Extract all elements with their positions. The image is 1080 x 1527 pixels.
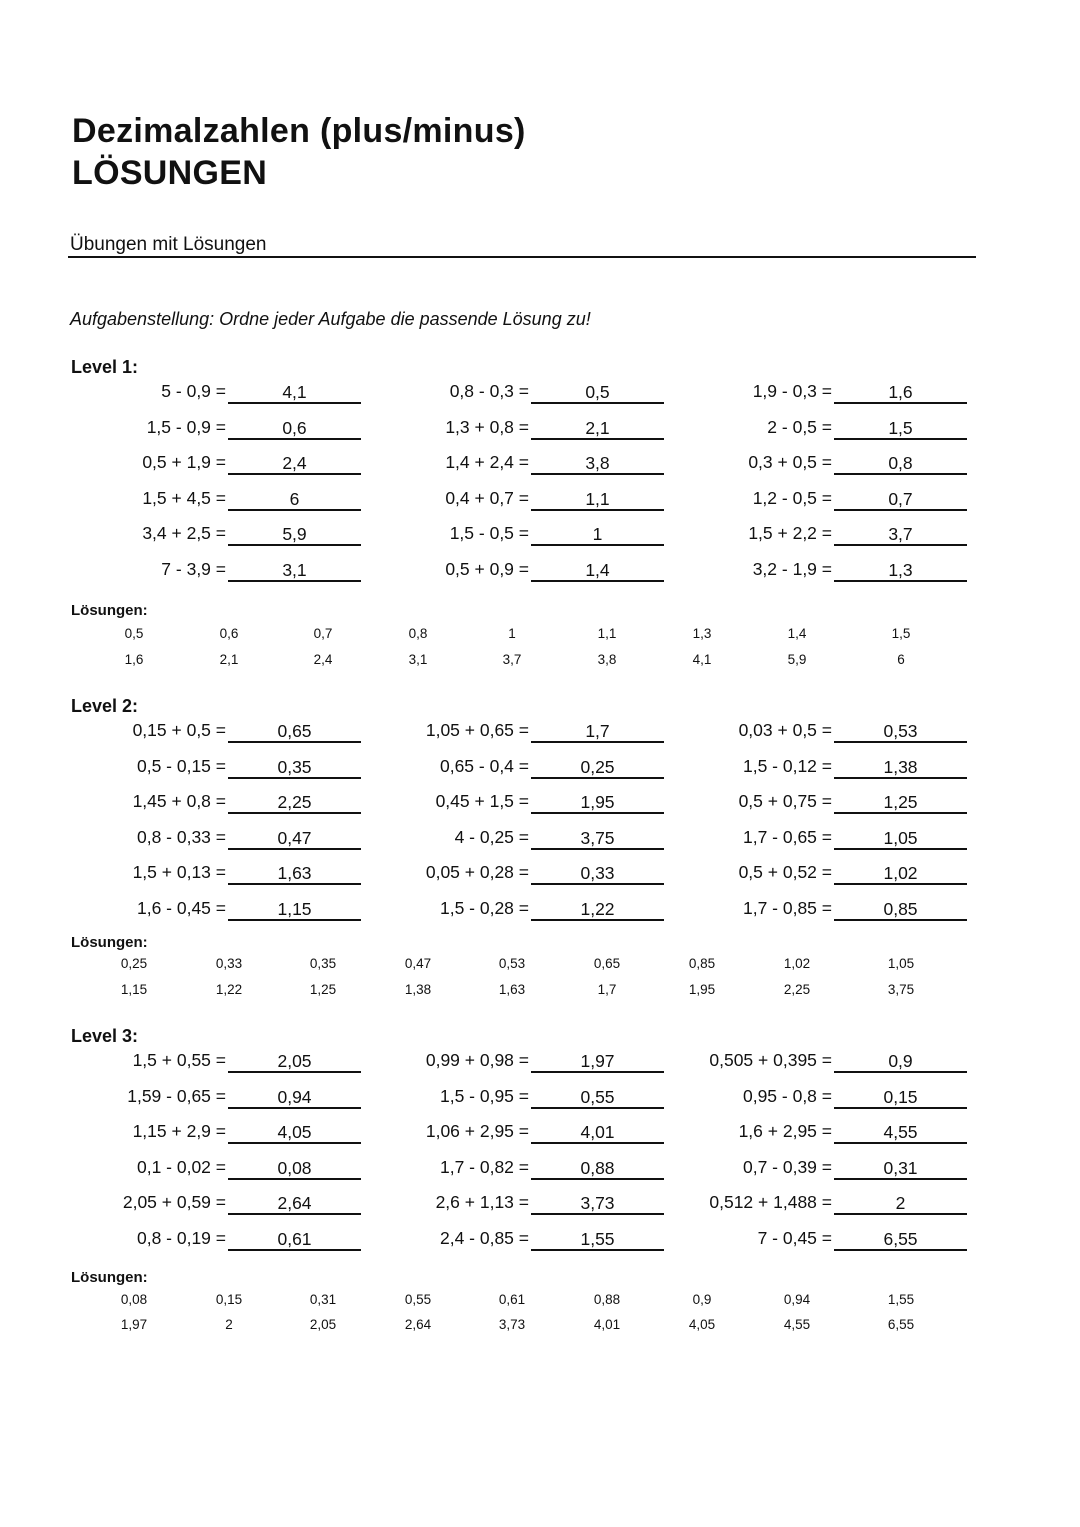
solution-value: 0,61: [498, 1292, 526, 1307]
solution-value: 1,25: [309, 982, 337, 997]
answer-line: [531, 1249, 664, 1251]
exercise-answer: 0,08: [277, 1158, 312, 1178]
exercise-expression: 2,4 - 0,85 =: [439, 1228, 529, 1248]
exercise-row: [439, 1152, 664, 1180]
solution-value: 2,1: [219, 652, 239, 667]
solution-value: 0,25: [120, 956, 148, 971]
exercise-expression: 0,8 - 0,33 =: [136, 827, 226, 847]
exercise-answer: 6,55: [883, 1229, 918, 1249]
solution-value: 2,25: [783, 982, 811, 997]
solution-value: 0,9: [692, 1292, 712, 1307]
exercise-row: [752, 376, 967, 404]
solution-value: 1,05: [887, 956, 915, 971]
exercise-answer: 4,55: [883, 1122, 918, 1142]
answer-line: [834, 919, 967, 921]
answer-line: [531, 580, 664, 582]
answer-line: [228, 883, 361, 885]
exercise-row: [742, 751, 967, 779]
exercise-expression: 2 - 0,5 =: [767, 417, 832, 437]
exercise-answer: 1,63: [277, 863, 312, 883]
exercise-expression: 1,06 + 2,95 =: [425, 1121, 529, 1141]
solution-value: 0,35: [309, 956, 337, 971]
exercise-answer: 0,5: [585, 382, 610, 402]
solution-value: 0,5: [124, 626, 144, 641]
solution-value: 1,97: [120, 1317, 148, 1332]
exercise-expression: 0,5 + 0,9 =: [445, 559, 529, 579]
solution-value: 1,63: [498, 982, 526, 997]
answer-line: [228, 1249, 361, 1251]
exercise-expression: 0,65 - 0,4 =: [439, 756, 529, 776]
exercise-answer: 0,7: [888, 489, 913, 509]
exercise-expression: 1,7 - 0,65 =: [742, 827, 832, 847]
exercise-expression: 0,5 + 0,75 =: [738, 791, 832, 811]
exercise-row: [742, 1081, 967, 1109]
exercise-row: [454, 822, 664, 850]
answer-line: [834, 1142, 967, 1144]
solution-value: 0,53: [498, 956, 526, 971]
answer-line: [228, 509, 361, 511]
answer-line: [531, 1178, 664, 1180]
solutions-label: Lösungen:: [71, 602, 148, 619]
solution-value: 0,8: [408, 626, 428, 641]
solution-value: 4,1: [692, 652, 712, 667]
exercise-row: [449, 376, 664, 404]
solution-value: 1,6: [124, 652, 144, 667]
solution-value: 6: [897, 652, 905, 667]
answer-line: [531, 1071, 664, 1073]
answer-line: [531, 544, 664, 546]
exercise-expression: 0,512 + 1,488 =: [709, 1192, 832, 1212]
solution-value: 0,55: [404, 1292, 432, 1307]
exercise-answer: 1,55: [580, 1229, 615, 1249]
exercise-answer: 1,4: [585, 560, 610, 580]
exercise-answer: 0,35: [277, 757, 312, 777]
exercise-row: [425, 857, 664, 885]
exercise-row: [161, 376, 361, 404]
solution-value: 1,7: [597, 982, 617, 997]
answer-line: [834, 848, 967, 850]
section-subtitle: Übungen mit Lösungen: [70, 234, 267, 255]
answer-line: [228, 1142, 361, 1144]
exercise-expression: 1,5 + 0,55 =: [132, 1050, 226, 1070]
exercise-row: [742, 1152, 967, 1180]
answer-line: [531, 812, 664, 814]
exercise-row: [748, 518, 967, 546]
answer-line: [834, 1213, 967, 1215]
exercise-expression: 0,7 - 0,39 =: [742, 1157, 832, 1177]
answer-line: [228, 777, 361, 779]
answer-line: [531, 509, 664, 511]
exercise-expression: 1,3 + 0,8 =: [445, 417, 529, 437]
exercise-answer: 1,38: [883, 757, 918, 777]
exercise-answer: 0,94: [277, 1087, 312, 1107]
solution-value: 0,85: [688, 956, 716, 971]
exercise-expression: 1,7 - 0,82 =: [439, 1157, 529, 1177]
exercise-expression: 1,5 + 2,2 =: [748, 523, 832, 543]
answer-line: [531, 883, 664, 885]
exercise-answer: 2,64: [277, 1193, 312, 1213]
exercise-answer: 1,05: [883, 828, 918, 848]
answer-line: [531, 848, 664, 850]
exercise-expression: 0,15 + 0,5 =: [132, 720, 226, 740]
exercise-expression: 1,9 - 0,3 =: [752, 381, 832, 401]
exercise-answer: 0,65: [277, 721, 312, 741]
exercise-expression: 1,5 - 0,12 =: [742, 756, 832, 776]
answer-line: [228, 544, 361, 546]
exercise-answer: 4,05: [277, 1122, 312, 1142]
exercise-row: [767, 412, 967, 440]
exercise-row: [425, 1045, 664, 1073]
exercise-answer: 2,4: [282, 453, 307, 473]
answer-line: [834, 544, 967, 546]
exercise-expression: 1,5 + 0,13 =: [132, 862, 226, 882]
exercise-row: [445, 447, 664, 475]
exercise-answer: 1,7: [585, 721, 610, 741]
exercise-expression: 1,5 - 0,95 =: [439, 1086, 529, 1106]
answer-line: [531, 1213, 664, 1215]
solution-value: 4,01: [593, 1317, 621, 1332]
solution-value: 0,94: [783, 1292, 811, 1307]
answer-line: [834, 580, 967, 582]
answer-line: [228, 580, 361, 582]
level-title: Level 2:: [71, 696, 139, 716]
solution-value: 0,47: [404, 956, 432, 971]
exercise-answer: 1,95: [580, 792, 615, 812]
exercise-answer: 0,8: [888, 453, 913, 473]
exercise-answer: 1,02: [883, 863, 918, 883]
exercise-row: [132, 1116, 361, 1144]
exercise-row: [435, 786, 664, 814]
exercise-row: [439, 1223, 664, 1251]
exercise-expression: 0,05 + 0,28 =: [425, 862, 529, 882]
exercise-row: [752, 554, 967, 582]
solution-value: 1,1: [597, 626, 617, 641]
solution-value: 1,95: [688, 982, 716, 997]
exercise-expression: 1,5 - 0,9 =: [146, 417, 226, 437]
exercise-expression: 1,59 - 0,65 =: [127, 1086, 226, 1106]
solution-value: 4,05: [688, 1317, 716, 1332]
exercise-row: [742, 893, 967, 921]
exercise-expression: 1,15 + 2,9 =: [132, 1121, 226, 1141]
exercise-answer: 0,55: [580, 1087, 615, 1107]
exercise-expression: 7 - 3,9 =: [161, 559, 226, 579]
solution-value: 5,9: [787, 652, 807, 667]
answer-line: [834, 509, 967, 511]
exercise-row: [445, 554, 664, 582]
exercise-answer: 0,85: [883, 899, 918, 919]
solution-value: 0,15: [215, 1292, 243, 1307]
exercise-expression: 0,8 - 0,19 =: [136, 1228, 226, 1248]
exercise-row: [742, 822, 967, 850]
solution-value: 2: [225, 1317, 233, 1332]
solution-value: 1,22: [215, 982, 243, 997]
exercise-row: [439, 1081, 664, 1109]
exercise-row: [425, 1116, 664, 1144]
exercise-row: [122, 1187, 361, 1215]
solution-value: 0,65: [593, 956, 621, 971]
exercise-expression: 0,45 + 1,5 =: [435, 791, 529, 811]
solution-value: 1,55: [887, 1292, 915, 1307]
solution-value: 4,55: [783, 1317, 811, 1332]
exercise-row: [142, 447, 361, 475]
solution-value: 0,08: [120, 1292, 148, 1307]
exercise-expression: 0,03 + 0,5 =: [738, 720, 832, 740]
exercise-expression: 0,8 - 0,3 =: [449, 381, 529, 401]
exercise-row: [127, 1081, 361, 1109]
solution-value: 1,5: [891, 626, 911, 641]
exercise-answer: 2,25: [277, 792, 312, 812]
answer-line: [531, 741, 664, 743]
exercise-row: [709, 1187, 967, 1215]
exercise-answer: 1,15: [277, 899, 312, 919]
solution-value: 3,75: [887, 982, 915, 997]
answer-line: [834, 741, 967, 743]
exercise-expression: 1,2 - 0,5 =: [752, 488, 832, 508]
exercise-answer: 0,47: [277, 828, 312, 848]
answer-line: [834, 473, 967, 475]
solution-value: 1,02: [783, 956, 811, 971]
exercise-expression: 0,4 + 0,7 =: [445, 488, 529, 508]
answer-line: [531, 777, 664, 779]
page-title-solutions: LÖSUNGEN: [72, 154, 268, 192]
answer-line: [834, 1071, 967, 1073]
exercise-row: [738, 857, 967, 885]
exercise-answer: 5,9: [282, 524, 307, 544]
exercise-expression: 5 - 0,9 =: [161, 381, 226, 401]
exercise-row: [439, 893, 664, 921]
answer-line: [531, 919, 664, 921]
exercise-answer: 1,22: [580, 899, 615, 919]
exercise-row: [146, 412, 361, 440]
answer-line: [834, 883, 967, 885]
exercise-answer: 1,25: [883, 792, 918, 812]
exercise-row: [752, 483, 967, 511]
exercise-expression: 1,6 + 2,95 =: [738, 1121, 832, 1141]
solution-value: 0,31: [309, 1292, 337, 1307]
answer-line: [834, 777, 967, 779]
answer-line: [228, 919, 361, 921]
answer-line: [228, 473, 361, 475]
exercise-expression: 1,5 - 0,28 =: [439, 898, 529, 918]
exercise-expression: 3,2 - 1,9 =: [752, 559, 832, 579]
exercise-answer: 1,97: [580, 1051, 615, 1071]
answer-line: [834, 812, 967, 814]
exercise-answer: 1,6: [888, 382, 913, 402]
answer-line: [228, 741, 361, 743]
exercise-answer: 1: [592, 524, 603, 544]
exercise-expression: 1,05 + 0,65 =: [425, 720, 529, 740]
answer-line: [228, 402, 361, 404]
solution-value: 0,7: [313, 626, 333, 641]
answer-line: [531, 438, 664, 440]
answer-line: [228, 1107, 361, 1109]
exercise-row: [132, 715, 361, 743]
exercise-answer: 2,05: [277, 1051, 312, 1071]
level-title: Level 3:: [71, 1026, 139, 1046]
answer-line: [228, 1213, 361, 1215]
exercise-row: [449, 518, 664, 546]
solution-value: 0,88: [593, 1292, 621, 1307]
exercise-row: [142, 483, 361, 511]
exercise-row: [136, 822, 361, 850]
exercise-expression: 0,505 + 0,395 =: [709, 1050, 832, 1070]
answer-line: [834, 1249, 967, 1251]
solution-value: 1: [508, 626, 516, 641]
exercise-expression: 0,99 + 0,98 =: [425, 1050, 529, 1070]
answer-line: [531, 402, 664, 404]
solution-value: 2,4: [313, 652, 333, 667]
exercise-row: [425, 715, 664, 743]
exercise-expression: 2,05 + 0,59 =: [122, 1192, 226, 1212]
solution-value: 3,1: [408, 652, 428, 667]
answer-line: [228, 1178, 361, 1180]
solution-value: 3,73: [498, 1317, 526, 1332]
exercise-answer: 3,7: [888, 524, 913, 544]
solutions-label: Lösungen:: [71, 934, 148, 951]
exercise-answer: 0,9: [888, 1051, 913, 1071]
exercise-row: [445, 483, 664, 511]
exercise-row: [136, 1223, 361, 1251]
exercise-expression: 1,5 - 0,5 =: [449, 523, 529, 543]
exercise-row: [738, 715, 967, 743]
answer-line: [228, 848, 361, 850]
exercise-expression: 2,6 + 1,13 =: [435, 1192, 529, 1212]
exercise-expression: 1,7 - 0,85 =: [742, 898, 832, 918]
exercise-answer: 0,33: [580, 863, 615, 883]
exercise-answer: 1,1: [585, 489, 610, 509]
exercise-row: [757, 1223, 967, 1251]
exercise-expression: 1,4 + 2,4 =: [445, 452, 529, 472]
exercise-row: [709, 1045, 967, 1073]
exercise-answer: 6: [289, 489, 300, 509]
answer-line: [228, 438, 361, 440]
exercise-row: [738, 786, 967, 814]
exercise-answer: 0,53: [883, 721, 918, 741]
exercise-expression: 1,45 + 0,8 =: [132, 791, 226, 811]
solution-value: 3,8: [597, 652, 617, 667]
exercise-row: [142, 518, 361, 546]
exercise-answer: 0,61: [277, 1229, 312, 1249]
answer-line: [531, 1142, 664, 1144]
exercise-expression: 3,4 + 2,5 =: [142, 523, 226, 543]
exercise-row: [445, 412, 664, 440]
exercise-answer: 0,88: [580, 1158, 615, 1178]
solution-value: 1,15: [120, 982, 148, 997]
exercise-answer: 3,73: [580, 1193, 615, 1213]
exercise-row: [132, 1045, 361, 1073]
answer-line: [834, 438, 967, 440]
exercise-expression: 0,5 - 0,15 =: [136, 756, 226, 776]
solution-value: 1,3: [692, 626, 712, 641]
exercise-answer: 3,1: [282, 560, 307, 580]
answer-line: [228, 1071, 361, 1073]
exercise-answer: 0,25: [580, 757, 615, 777]
exercise-answer: 0,31: [883, 1158, 918, 1178]
exercise-row: [748, 447, 967, 475]
solution-value: 3,7: [502, 652, 522, 667]
exercise-row: [132, 786, 361, 814]
exercise-expression: 0,5 + 0,52 =: [738, 862, 832, 882]
exercise-expression: 1,5 + 4,5 =: [142, 488, 226, 508]
solution-value: 1,38: [404, 982, 432, 997]
exercise-answer: 3,8: [585, 453, 610, 473]
exercise-row: [161, 554, 361, 582]
exercise-row: [435, 1187, 664, 1215]
exercise-row: [136, 1152, 361, 1180]
task-instruction: Aufgabenstellung: Ordne jeder Aufgabe die passende Lösung zu!: [70, 309, 591, 329]
exercise-row: [132, 857, 361, 885]
answer-line: [834, 402, 967, 404]
exercise-answer: 1,3: [888, 560, 913, 580]
solution-value: 1,4: [787, 626, 807, 641]
exercise-expression: 0,3 + 0,5 =: [748, 452, 832, 472]
solution-value: 2,05: [309, 1317, 337, 1332]
exercise-expression: 4 - 0,25 =: [454, 827, 529, 847]
exercise-row: [136, 893, 361, 921]
exercise-expression: 0,95 - 0,8 =: [742, 1086, 832, 1106]
solution-value: 6,55: [887, 1317, 915, 1332]
exercise-expression: 0,1 - 0,02 =: [136, 1157, 226, 1177]
solution-value: 0,33: [215, 956, 243, 971]
answer-line: [834, 1178, 967, 1180]
exercise-answer: 0,6: [282, 418, 307, 438]
subtitle-divider: [68, 256, 976, 258]
level-title: Level 1:: [71, 357, 139, 377]
exercise-expression: 1,6 - 0,45 =: [136, 898, 226, 918]
exercise-answer: 1,5: [888, 418, 913, 438]
exercise-answer: 4,01: [580, 1122, 615, 1142]
answer-line: [834, 1107, 967, 1109]
exercise-answer: 3,75: [580, 828, 615, 848]
exercise-answer: 2,1: [585, 418, 610, 438]
answer-line: [228, 812, 361, 814]
solutions-label: Lösungen:: [71, 1269, 148, 1286]
answer-line: [531, 473, 664, 475]
exercise-row: [738, 1116, 967, 1144]
exercise-row: [439, 751, 664, 779]
exercise-answer: 2: [895, 1193, 906, 1213]
exercise-row: [136, 751, 361, 779]
answer-line: [531, 1107, 664, 1109]
exercise-expression: 7 - 0,45 =: [757, 1228, 832, 1248]
exercise-answer: 4,1: [282, 382, 307, 402]
solution-value: 2,64: [404, 1317, 432, 1332]
page-title: Dezimalzahlen (plus/minus): [72, 112, 526, 150]
exercise-answer: 0,15: [883, 1087, 918, 1107]
exercise-expression: 0,5 + 1,9 =: [142, 452, 226, 472]
solution-value: 0,6: [219, 626, 239, 641]
